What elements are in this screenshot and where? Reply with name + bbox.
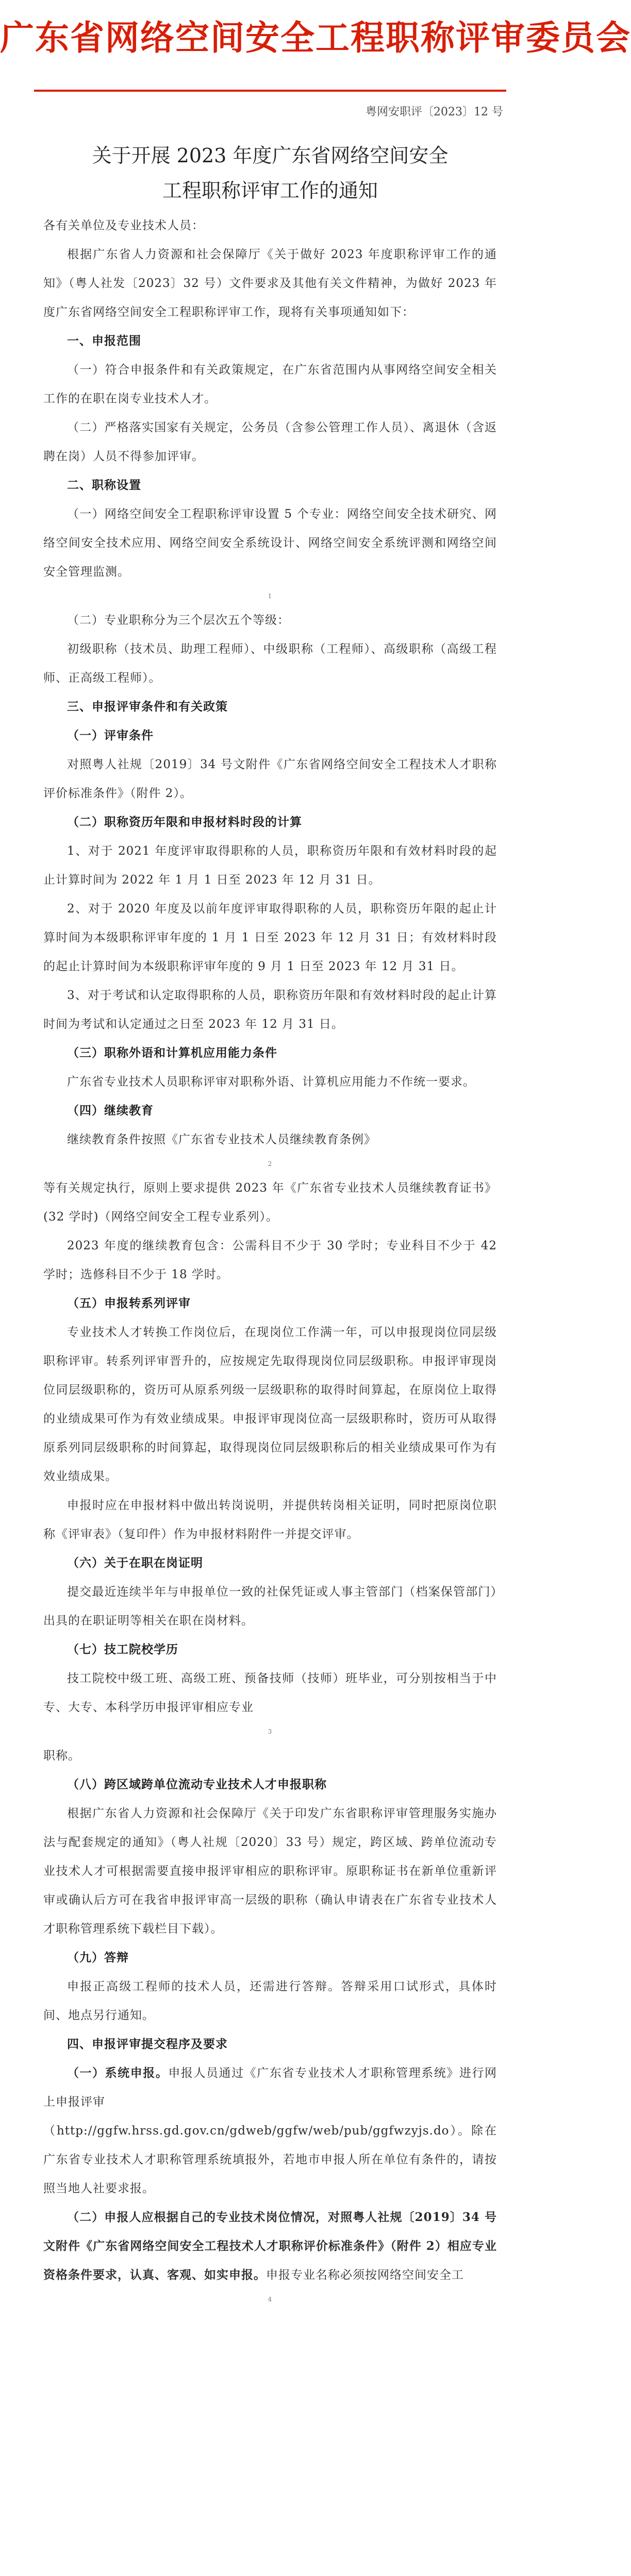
subsection-paragraph: 申报时应在申报材料中做出转岗说明，并提供转岗相关证明，同时把原岗位职称《评审表》（复印件）作为申报材料附件一并提交评审。: [43, 1499, 497, 1541]
section-4-paragraph: [43, 2059, 497, 2116]
document-title-line-2: 工程职称评审工作的通知: [162, 179, 378, 202]
org-title: 广东省网络空间安全工程职称评审委员会: [0, 18, 631, 58]
subsection-text: 申报专业名称必须按网络空间安全工: [266, 2268, 464, 2282]
subsection-paragraph: 继续教育条件按照《广东省专业技术人员继续教育条例》: [67, 1133, 376, 1146]
document-number: 粤网安职评〔2023〕12 号: [366, 106, 503, 118]
section-2-paragraph: （二）专业职称分为三个层次五个等级：: [67, 614, 290, 627]
section-3-heading: 三、申报评审条件和有关政策: [67, 700, 228, 714]
section-4-paragraph: [43, 2203, 497, 2290]
subsection-paragraph: 技工院校中级工班、高级工班、预备技师（技师）班毕业，可分别按相当于中专、大专、本科学历申报评审相应专业: [43, 1672, 497, 1714]
page-number: 4: [268, 2296, 273, 2303]
document-body: [43, 211, 497, 2309]
subsection-heading-inline: （二）申报人应根据自己的专业技术岗位情况，对照粤人社规〔2019〕34 号文附件《广东省网络空间安全工程技术人才职称评价标准条件》（附件 2）相应专业资格条件要求，认真、客观、如实申报。: [43, 2210, 497, 2282]
subsection-heading: （八）跨区域跨单位流动专业技术人才申报职称: [67, 1777, 327, 1791]
page-number: 2: [268, 1160, 273, 1167]
section-1-paragraph: （二）严格落实国家有关规定，公务员（含参公管理工作人员）、离退休（含返聘在岗）人员不得参加评审。: [43, 421, 497, 463]
subsection-heading: （四）继续教育: [67, 1104, 154, 1117]
page-number: 3: [268, 1728, 273, 1735]
subsection-paragraph: 根据广东省人力资源和社会保障厅《关于印发广东省职称评审管理服务实施办法与配套规定的通知》（粤人社规〔2020〕33 号）规定，跨区域、跨单位流动专业技术人才可根据需要直接申报评审相应的职称评审。原职称证书在新单位重新评审或确认后方可在我省申报评审高一层级的职称（确认申请表在广东省专业技术人才职称管理系统下载栏目下载）。: [43, 1807, 497, 1936]
subsection-heading: （九）答辩: [67, 1951, 129, 1964]
subsection-heading: （五）申报转系列评审: [67, 1296, 191, 1310]
system-url-text: （http://ggfw.hrss.gd.gov.cn/gdweb/ggfw/web/pub/ggfwzyjs.do）: [43, 2124, 458, 2138]
subsection-paragraph: 2023 年度的继续教育包含：公需科目不少于 30 学时；专业科目不少于 42 学时；选修科目不少于 18 学时。: [43, 1239, 497, 1281]
subsection-paragraph: 申报正高级工程师的技术人员，还需进行答辩。答辩采用口试形式，具体时间、地点另行通知。: [43, 1980, 497, 2022]
document-title-line-1: 关于开展 2023 年度广东省网络空间安全: [92, 144, 449, 167]
subsection-paragraph: 职称。: [43, 1749, 80, 1762]
intro-paragraph: 根据广东省人力资源和社会保障厅《关于做好 2023 年度职称评审工作的通知》（粤人社发〔2023〕32 号）文件要求及其他有关文件精神，为做好 2023 年度广东省网络空间安全工程职称评审工作，现将有关事项通知如下：: [43, 248, 497, 319]
section-2-paragraph: （一）网络空间安全工程职称评审设置 5 个专业：网络空间安全技术研究、网络空间安全技术应用、网络空间安全系统设计、网络空间安全系统评测和网络空间安全管理监测。: [43, 507, 497, 579]
subsection-text: 申报人员通过《广东省专业技术人才职称管理系统》进行网上申报评审: [43, 2066, 497, 2109]
system-url: [43, 2116, 497, 2203]
subsection-heading: （六）关于在职在岗证明: [67, 1556, 203, 1570]
subsection-paragraph: 专业技术人才转换工作岗位后，在现岗位工作满一年，可以申报现岗位同层级职称评审。转系列评审晋升的，应按规定先取得现岗位同层级职称。申报评审现岗位同层级职称的，资历可从原系列级一层级职称的取得时间算起，在原岗位上取得的业绩成果可作为有效业绩成果。申报评审现岗位高一层级职称时，资历可从取得原系列同层级职称的时间算起，取得现岗位同层级职称后的相关业绩成果可作为有效业绩成果。: [43, 1326, 497, 1483]
header-divider: [34, 90, 506, 92]
subsection-heading-inline: （一）系统申报。: [67, 2066, 169, 2080]
section-1-heading: 一、申报范围: [67, 334, 141, 348]
subsection-heading: （七）技工院校学历: [67, 1642, 178, 1656]
subsection-paragraph: 提交最近连续半年与申报单位一致的社保凭证或人事主管部门（档案保管部门）出具的在职证明等相关在职在岗材料。: [43, 1585, 497, 1628]
subsection-text: 。除在广东省专业技术人才职称管理系统填报外，若地市申报人所在单位有条件的，请按照当地人社要求报。: [43, 2124, 497, 2195]
subsection-paragraph: 1、对于 2021 年度评审取得职称的人员，职称资历年限和有效材料时段的起止计算时间为 2022 年 1 月 1 日至 2023 年 12 月 31 日。: [43, 844, 497, 887]
section-2-heading: 二、职称设置: [67, 478, 141, 492]
subsection-paragraph: 2、对于 2020 年度及以前年度评审取得职称的人员，职称资历年限的起止计算时间为本级职称评审年度的 1 月 1 日至 2023 年 12 月 31 日；有效材料时段的起止计算时间为本级职称评审年度的 9 月 1 日至 2023 年 12 月 31 日。: [43, 902, 497, 973]
document-title: [41, 138, 499, 208]
subsection-heading: （二）职称资历年限和申报材料时段的计算: [67, 815, 302, 829]
section-1-paragraph: （一）符合申报条件和有关政策规定，在广东省范围内从事网络空间安全相关工作的在职在岗专业技术人才。: [43, 363, 497, 405]
subsection-paragraph: 广东省专业技术人员职称评审对职称外语、计算机应用能力不作统一要求。: [67, 1075, 475, 1089]
subsection-heading: （三）职称外语和计算机应用能力条件: [67, 1046, 277, 1060]
section-2-paragraph: 初级职称（技术员、助理工程师）、中级职称（工程师）、高级职称（高级工程师、正高级工程师）。: [43, 642, 497, 685]
section-4-heading: 四、申报评审提交程序及要求: [67, 2037, 228, 2051]
subsection-paragraph: 等有关规定执行，原则上要求提供 2023 年《广东省专业技术人员继续教育证书》(32 学时)（网络空间安全工程专业系列）。: [43, 1181, 497, 1224]
subsection-paragraph: 3、对于考试和认定取得职称的人员，职称资历年限和有效材料时段的起止计算时间为考试和认定通过之日至 2023 年 12 月 31 日。: [43, 989, 497, 1031]
subsection-heading: （一）评审条件: [67, 728, 154, 742]
subsection-paragraph: 对照粤人社规〔2019〕34 号文附件《广东省网络空间安全工程技术人才职称评价标准条件》（附件 2）。: [43, 758, 497, 800]
page-number: 1: [268, 592, 273, 600]
salutation: 各有关单位及专业技术人员：: [43, 219, 204, 232]
